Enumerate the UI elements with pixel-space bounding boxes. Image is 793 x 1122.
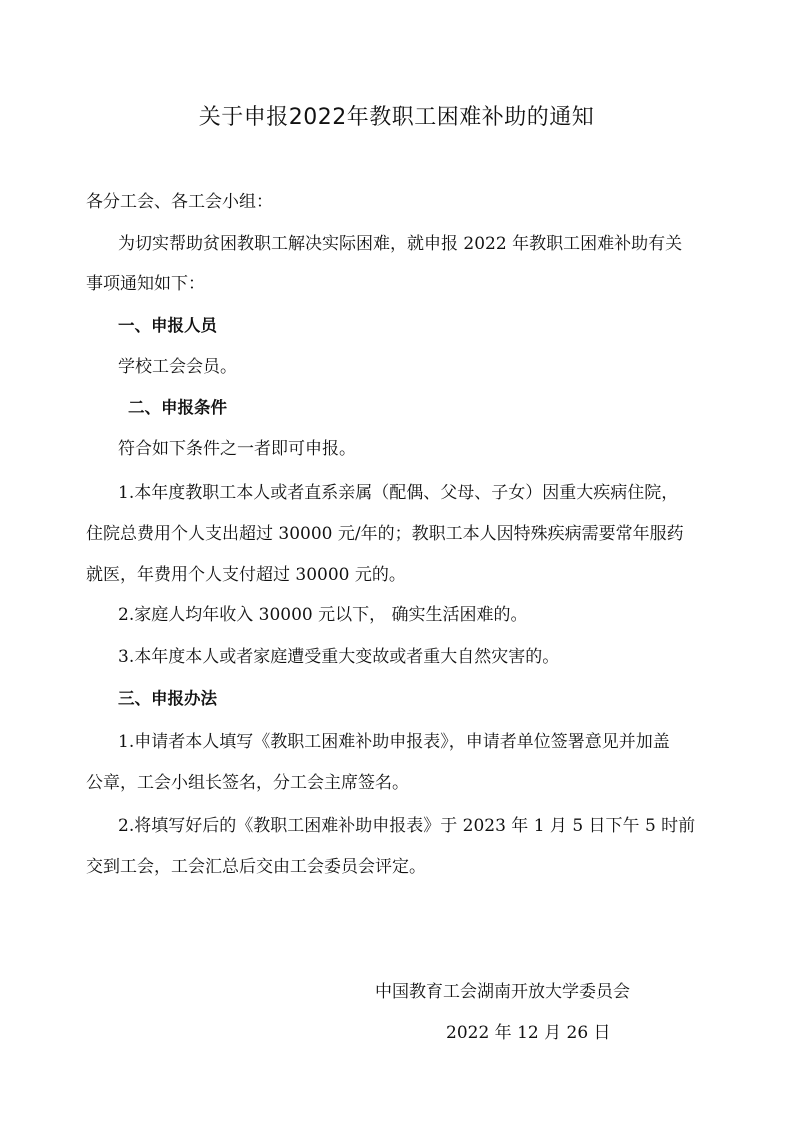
condition-1-line-3: 就医，年费用个人支付超过 30000 元的。 <box>86 565 406 585</box>
condition-2: 2.家庭人均年收入 30000 元以下， 确实生活困难的。 <box>118 605 528 625</box>
section-heading-applicants: 一、申报人员 <box>118 316 217 335</box>
method-2-line-2: 交到工会，工会汇总后交由工会委员会评定。 <box>86 857 426 877</box>
intro-line-1: 为切实帮助贫困教职工解决实际困难，就申报 2022 年教职工困难补助有关 <box>118 234 683 254</box>
intro-line-2: 事项通知如下： <box>86 274 205 294</box>
condition-1-line-1: 1.本年度教职工本人或者直系亲属（配偶、父母、子女）因重大疾病住院， <box>118 483 679 503</box>
conditions-lead: 符合如下条件之一者即可申报。 <box>118 439 356 459</box>
condition-1-line-2: 住院总费用个人支出超过 30000 元/年的；教职工本人因特殊疾病需要常年服药 <box>86 524 684 544</box>
applicants-body: 学校工会会员。 <box>118 357 237 377</box>
condition-3: 3.本年度本人或者家庭遭受重大变故或者重大自然灾害的。 <box>118 647 560 667</box>
method-1-line-2: 公章，工会小组长签名，分工会主席签名。 <box>86 773 409 793</box>
section-heading-conditions: 二、申报条件 <box>128 398 227 417</box>
salutation: 各分工会、各工会小组： <box>86 192 273 212</box>
signature-date: 2022 年 12 月 26 日 <box>446 1023 611 1043</box>
section-heading-method: 三、申报办法 <box>118 689 217 708</box>
method-2-line-1: 2.将填写好后的《教职工困难补助申报表》于 2023 年 1 月 5 日下午 5 时前 <box>118 816 696 836</box>
method-1-line-1: 1.申请者本人填写《教职工困难补助申报表》，申请者单位签署意见并加盖 <box>118 732 670 752</box>
signature-organization: 中国教育工会湖南开放大学委员会 <box>375 982 630 1002</box>
page-title: 关于申报2022年教职工困难补助的通知 <box>198 105 595 130</box>
